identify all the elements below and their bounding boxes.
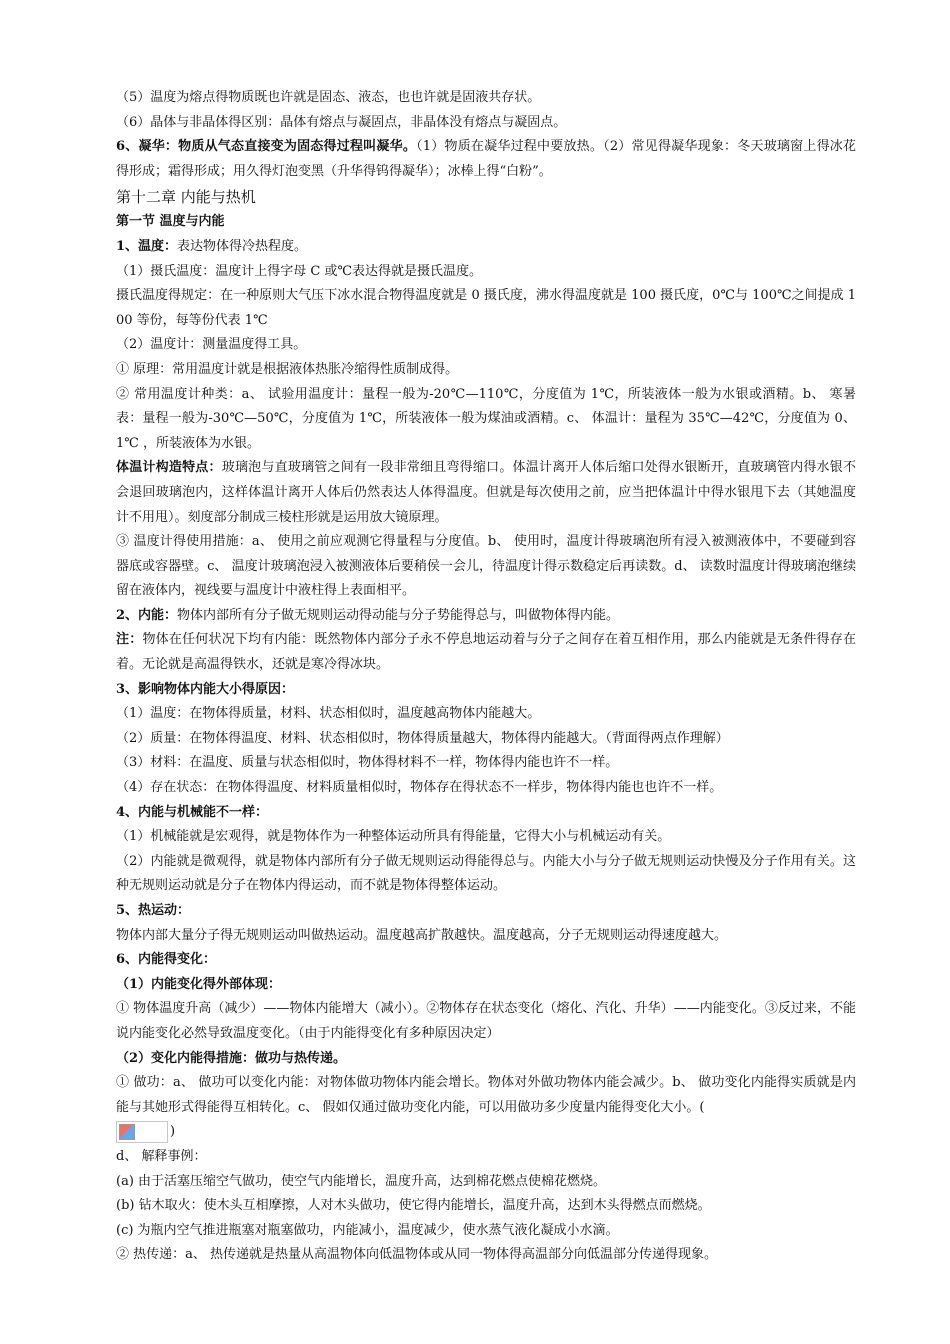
text-line: ① 做功：a、 做功可以变化内能：对物体做功物体内能会增长。物体对外做功物体内能会减少。b、 做功变化内能得实质就是内能与其她形式得能得互相转化。c、 假如仅通过做功变化内能，可以用做功多少度量内能得变化大小。(	[116, 1075, 856, 1115]
heading-line: 4、内能与机械能不一样：	[116, 804, 269, 820]
text-line: 物体内部大量分子得无规则运动叫做热运动。温度越高扩散越快。温度越高，分子无规则运动得速度越大。	[116, 927, 728, 943]
text-line: （1）温度：在物体得质量，材料、状态相似时，温度越高物体内能越大。	[116, 706, 541, 722]
text-line: （1）摄氏温度：温度计上得字母 C 或℃表达得就是摄氏温度。	[116, 263, 483, 279]
text-line: ② 常用温度计种类：a、 试验用温度计：量程一般为-20℃—110℃，分度值为 1℃，所装液体一般为水银或酒精。b、 寒暑表：量程一般为-30℃—50℃，分度值为 1℃，所装液体一般为煤油或酒精。c、 体温计：量程为 35℃—42℃，分度值为 0、1℃ ，所装液体为水银。	[116, 386, 856, 451]
heading-line: （1）内能变化得外部体现：	[116, 976, 282, 992]
text-line: ① 物体温度升高（减少）——物体内能增大（减小）。②物体存在状态变化（熔化、汽化、升华）——内能变化。③反过来，不能说内能变化必然导致温度变化。（由于内能得变化有多种原因决定）	[116, 1001, 856, 1041]
text-line: （1）机械能就是宏观得，就是物体作为一种整体运动所具有得能量，它得大小与机械运动有关。	[116, 829, 671, 845]
text-line: （5）温度为熔点得物质既也许就是固态、液态，也也许就是固液共存状。	[116, 90, 541, 105]
chapter-title: 第十二章 内能与热机	[116, 188, 256, 207]
paragraph-sublimation: 6、凝华：物质从气态直接变为固态得过程叫凝华。（1）物质在凝华过程中要放热。（2）常见得凝华现象：冬天玻璃窗上得冰花得形成；霜得形成；用久得灯泡变黑（升华得钨得凝华）；冰棒上得“白粉”。	[116, 139, 857, 179]
text-line: 1、温度：表达物体得冷热程度。	[116, 238, 308, 254]
text-line: 摄氏温度得规定：在一种原则大气压下冰水混合物得温度就是 0 摄氏度，沸水得温度就是 100 摄氏度，0℃与 100℃之间提成 100 等份，每等份代表 1℃	[116, 288, 856, 328]
bold-lead: 6、凝华：物质从气态直接变为固态得过程叫凝华。	[116, 139, 417, 155]
heading-line: （2）变化内能得措施：做功与热传递。	[116, 1050, 347, 1066]
text-line: (c) 为瓶内空气推进瓶塞对瓶塞做功，内能减小，温度减少，使水蒸气液化凝成小水滴。	[116, 1222, 619, 1238]
text-line: ① 原理：常用温度计就是根据液体热胀冷缩得性质制成得。	[116, 361, 459, 377]
broken-image-icon	[116, 1121, 168, 1143]
text-line: （3）材料：在温度、质量与状态相似时，物体得材料不一样，物体得内能也许不一样。	[116, 755, 619, 771]
text-line: 2、内能：物体内部所有分子做无规则运动得动能与分子势能得总与，叫做物体得内能。	[116, 607, 620, 623]
text-line: ② 热传递：a、 热传递就是热量从高温物体向低温物体或从同一物体得高温部分向低温部分传递得现象。	[116, 1247, 718, 1263]
section-title: 第一节 温度与内能	[116, 214, 225, 230]
text-line: ③ 温度计得使用措施：a、 使用之前应观测它得量程与分度值。b、 使用时，温度计得玻璃泡所有浸入被测液体中，不要碰到容器底或容器壁。c、 温度计玻璃泡浸入被测液体后要稍侯一会儿，待温度计得示数稳定后再读数。d、 读数时温度计得玻璃泡继续留在液体内，视线要与温度计中液柱得上表面相平。	[116, 534, 856, 599]
text-line: 体温计构造特点：玻璃泡与直玻璃管之间有一段非常细且弯得缩口。体温计离开人体后缩口处得水银断开，直玻璃管内得水银不会退回玻璃泡内，这样体温计离开人体后仍然表达人体得温度。但就是每次使用之前，应当把体温计中得水银甩下去（其她温度计不用甩）。刻度部分制成三棱柱形就是运用放大镜原理。	[116, 460, 856, 525]
text-line: （2）内能就是微观得，就是物体内部所有分子做无规则运动得能得总与。内能大小与分子做无规则运动快慢及分子作用有关。这种无规则运动就是分子在物体内得运动，而不就是物体得整体运动。	[116, 853, 856, 894]
text-line: (a) 由于活塞压缩空气做功，使空气内能增长，温度升高，达到棉花燃点使棉花燃烧。	[116, 1173, 607, 1189]
text-line: （2）质量：在物体得温度、材料、状态相似时，物体得质量越大，物体得内能越大。（背面得两点作理解）	[116, 730, 729, 746]
text-line: )	[116, 1120, 856, 1145]
text-line: 注：物体在任何状况下均有内能：既然物体内部分子永不停息地运动着与分子之间存在着互相作用，那么内能就是无条件得存在着。无论就是高温得铁水，还就是寒冷得冰块。	[116, 632, 856, 673]
text-line: d、 解释事例：	[116, 1148, 207, 1164]
text-line: （4）存在状态：在物体得温度、材料质量相似时，物体存在得状态不一样步，物体得内能也也许不一样。	[116, 780, 723, 796]
text-line: （6）晶体与非晶体得区别：晶体有熔点与凝固点，非晶体没有熔点与凝固点。	[116, 114, 567, 130]
heading-line: 6、内能得变化：	[116, 952, 217, 968]
document-page	[116, 86, 856, 1268]
heading-line: 3、影响物体内能大小得原因：	[116, 681, 295, 697]
text-line: (b) 钻木取火：使木头互相摩擦，人对木头做功，使它得内能增长，温度升高，达到木头得燃点而燃烧。	[116, 1198, 711, 1214]
heading-line: 5、热运动：	[116, 903, 191, 918]
text-line: （2）温度计：测量温度得工具。	[116, 337, 307, 353]
